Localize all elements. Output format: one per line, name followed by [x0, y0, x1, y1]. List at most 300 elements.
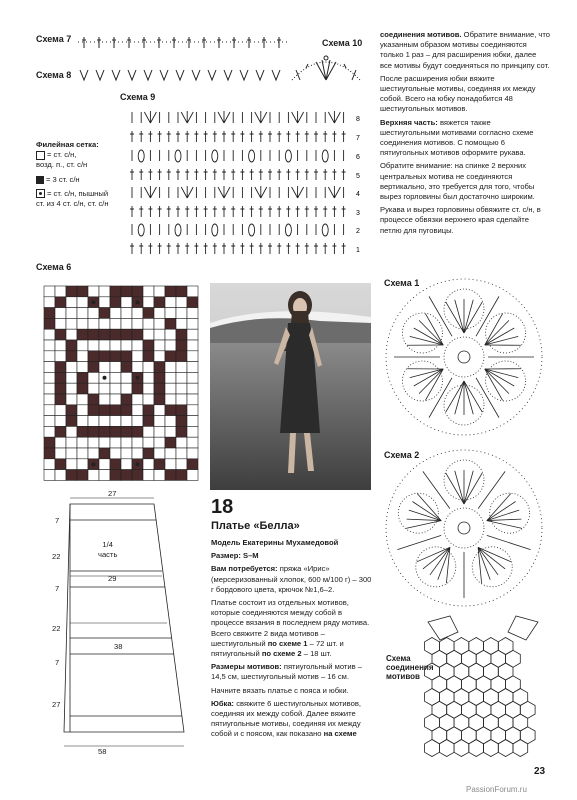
- scheme7-stitch: [157, 37, 161, 48]
- scheme9-stitch: [139, 131, 143, 142]
- filet-cell: [110, 426, 121, 437]
- scheme9-row-number: 8: [356, 116, 360, 123]
- filet-cell: [110, 286, 121, 297]
- right-p5: Рукава и вырез горловины обвяжите ст. с/н, в процессе обвязки верхнего края сделайте петлю для пуговицы.: [380, 205, 541, 235]
- filet-cell: [132, 416, 143, 427]
- filet-cell: [154, 372, 165, 383]
- filet-cell: [154, 351, 165, 362]
- filet-cell: [99, 437, 110, 448]
- filet-cell: [99, 308, 110, 319]
- need-label: Вам потребуется:: [211, 564, 278, 574]
- filet-cell: [176, 297, 187, 308]
- join-hex: [425, 740, 440, 757]
- scheme9-stitch: [213, 169, 217, 180]
- filet-cell: [143, 297, 154, 308]
- motif-spoke: [455, 300, 464, 333]
- filet-cell: [143, 340, 154, 351]
- filet-cell: [187, 426, 198, 437]
- filet-cell: [165, 351, 176, 362]
- filet-cell: [121, 426, 132, 437]
- motif-ray: [397, 535, 441, 549]
- join-sleeve: [428, 616, 538, 640]
- filet-cell: [176, 470, 187, 481]
- scheme9-fan: [292, 111, 304, 123]
- filet-cell: [55, 426, 66, 437]
- scheme9-puff: [175, 224, 181, 236]
- filet-cell: [44, 405, 55, 416]
- filet-cell: [176, 416, 187, 427]
- pattern-part: часть: [98, 550, 118, 560]
- scheme9-stitch: [231, 243, 235, 254]
- scheme9-stitch: [259, 243, 263, 254]
- filet-cell: [121, 340, 132, 351]
- article-title: Платье «Белла»: [211, 520, 300, 532]
- article-author: Модель Екатерины Мухамедовой: [211, 538, 339, 547]
- filet-cell: [44, 426, 55, 437]
- motif-center: [458, 522, 470, 534]
- filet-cell: [121, 448, 132, 459]
- scheme9-stitch: [139, 243, 143, 254]
- scheme9-stitch: [158, 206, 162, 217]
- join-scheme-label: Схема соединения мотивов: [386, 654, 434, 681]
- motif-ring: [444, 508, 484, 548]
- filet-cell: [55, 405, 66, 416]
- filet-cell: [88, 308, 99, 319]
- filet-cell: [154, 362, 165, 373]
- scheme9-stitch: [250, 206, 254, 217]
- filet-cell: [121, 329, 132, 340]
- scheme9-stitch: [296, 243, 300, 254]
- scheme9-stitch: [259, 169, 263, 180]
- join-hex: [506, 650, 521, 667]
- filet-cell: [77, 470, 88, 481]
- scheme9-stitch: [231, 206, 235, 217]
- scheme9-stitch: [194, 206, 198, 217]
- filet-cell: [154, 459, 165, 470]
- scheme6-filet-grid: [44, 286, 198, 482]
- filet-cell: [187, 372, 198, 383]
- scheme9-stitch: [323, 169, 327, 180]
- filet-cell: [176, 383, 187, 394]
- filet-cell: [143, 394, 154, 405]
- skirt-label: Юбка:: [211, 698, 235, 708]
- filet-cell: [110, 437, 121, 448]
- scheme9-fan: [181, 186, 193, 198]
- filet-cell: [44, 470, 55, 481]
- filet-cell: [187, 297, 198, 308]
- filet-cell: [66, 426, 77, 437]
- motif-spoke: [487, 521, 522, 529]
- scheme9-stitch: [204, 131, 208, 142]
- right-p3-bold: Верхняя часть:: [380, 117, 438, 127]
- filet-cell: [88, 416, 99, 427]
- filet-cell: [88, 394, 99, 405]
- filet-cell: [44, 286, 55, 297]
- pattern-h22b: 22: [52, 624, 61, 633]
- scheme9-stitch: [222, 169, 226, 180]
- filet-cell: [110, 405, 121, 416]
- scheme9-stitch: [213, 131, 217, 142]
- pattern-w38: 38: [114, 642, 123, 651]
- scheme9-stitch: [176, 169, 180, 180]
- filet-cell: [154, 448, 165, 459]
- filet-dot: [103, 376, 107, 380]
- scheme9-stitch: [158, 169, 162, 180]
- pattern-bottom: 58: [98, 747, 107, 756]
- scheme10-label: Схема 10: [322, 38, 363, 48]
- filet-cell: [77, 448, 88, 459]
- filet-cell: [88, 362, 99, 373]
- filet-cell: [165, 470, 176, 481]
- scheme9-row-number: 6: [356, 154, 360, 161]
- scheme9-stitch: [296, 169, 300, 180]
- scheme9-puff: [285, 224, 291, 236]
- filet-cell: [110, 394, 121, 405]
- filet-cell: [99, 318, 110, 329]
- scheme9-stitch: [332, 206, 336, 217]
- motif-ray: [423, 471, 450, 508]
- filet-cell: [165, 448, 176, 459]
- dress-photo: [210, 283, 371, 490]
- filet-cell: [143, 426, 154, 437]
- filet-cell: [99, 286, 110, 297]
- filet-dot: [92, 462, 96, 466]
- motif-spoke: [485, 369, 518, 378]
- motif-spoke: [464, 381, 482, 412]
- filet-cell: [143, 405, 154, 416]
- filet-cell: [187, 470, 198, 481]
- filet-cell: [143, 448, 154, 459]
- scheme9-puff: [322, 150, 328, 162]
- scheme9-stitch: [250, 169, 254, 180]
- pattern-w29: 29: [108, 574, 117, 583]
- filet-cell: [99, 405, 110, 416]
- scheme9-row-number: 7: [356, 135, 360, 142]
- scheme9-puff: [212, 150, 218, 162]
- scheme9-fan: [292, 186, 304, 198]
- filet-cell: [154, 470, 165, 481]
- filet-cell: [121, 351, 132, 362]
- scheme7-stitch: [217, 37, 221, 48]
- filet-cell: [44, 308, 55, 319]
- scheme9-row-number: 2: [356, 228, 360, 235]
- filet-cell: [165, 426, 176, 437]
- start-text: Начните вязать платье с пояса и юбки.: [211, 685, 349, 695]
- pattern-h7c: 7: [55, 658, 60, 667]
- scheme9-stitch: [277, 131, 281, 142]
- scheme6-label: Схема 6: [36, 262, 72, 272]
- filet-cell: [110, 297, 121, 308]
- scheme7-stitch: [277, 37, 281, 48]
- filet-cell: [165, 405, 176, 416]
- motif-ray: [429, 378, 452, 418]
- scheme7-chart: [78, 34, 288, 52]
- scheme9-stitch: [323, 131, 327, 142]
- filet-cell: [176, 437, 187, 448]
- filet-title: Филейная сетка:: [36, 140, 99, 149]
- motif-ring: [444, 337, 484, 377]
- scheme9-puff: [249, 224, 255, 236]
- filet-cell: [77, 318, 88, 329]
- article-p1-b1: по схеме 1: [267, 638, 308, 648]
- filet-cell: [66, 329, 77, 340]
- need-text: пряжа «Ирис» (мерсеризованный хлопок, 600 м/100 г) – 300 г бордового цвета, крючок №1,6–2.: [211, 564, 372, 594]
- filet-cell: [55, 308, 66, 319]
- scheme8-stitch: [80, 70, 88, 80]
- motif-spoke: [464, 302, 482, 333]
- filet-cell: [165, 329, 176, 340]
- filet-cell: [121, 318, 132, 329]
- filet-cell: [66, 308, 77, 319]
- scheme2-pentagon-motif: [384, 442, 544, 612]
- filet-cell: [66, 297, 77, 308]
- filet-cell: [44, 340, 55, 351]
- scheme2-label: Схема 2: [384, 450, 420, 460]
- motif-ray: [478, 471, 505, 508]
- scheme8-chart: [78, 66, 288, 86]
- filet-cell: [176, 394, 187, 405]
- scheme9-stitch: [332, 131, 336, 142]
- filet-cell: [110, 459, 121, 470]
- filet-cell: [44, 372, 55, 383]
- article: [211, 496, 373, 743]
- filet-cell: [176, 448, 187, 459]
- filet-cell: [66, 351, 77, 362]
- article-p1-mid: – 72 шт. и пятиугольный: [211, 638, 344, 659]
- scheme9-stitch: [323, 243, 327, 254]
- filet-cell: [99, 362, 110, 373]
- scheme9-puff: [212, 224, 218, 236]
- filet-dot: [136, 462, 140, 466]
- scheme9-stitch: [305, 206, 309, 217]
- filet-cell: [99, 351, 110, 362]
- filet-cell: [66, 372, 77, 383]
- scheme9-fan: [218, 111, 230, 123]
- join-hex: [513, 740, 528, 757]
- filet-cell: [110, 308, 121, 319]
- scheme9-stitch: [176, 206, 180, 217]
- filet-dot-square-icon: [36, 189, 45, 198]
- filet-cell: [110, 448, 121, 459]
- filet-cell: [187, 351, 198, 362]
- scheme9-stitch: [130, 131, 134, 142]
- scheme9-stitch: [222, 243, 226, 254]
- site-watermark: PassionForum.ru: [466, 785, 527, 794]
- filet-cell: [165, 437, 176, 448]
- filet-cell: [121, 383, 132, 394]
- scheme9-stitch: [231, 131, 235, 142]
- filet-cell: [77, 405, 88, 416]
- filet-cell: [66, 448, 77, 459]
- article-p1: Платье состоит из отдельных мотивов, которые соединяются между собой в процессе вязания в последнем ряду мотива. Всего свяжите 2 вида мотивов – шестиугольный: [211, 598, 370, 648]
- scheme9-puff: [138, 224, 144, 236]
- join-hex: [484, 740, 499, 757]
- article-number: 18: [211, 496, 234, 518]
- filet-cell: [88, 383, 99, 394]
- filet-cell: [132, 470, 143, 481]
- filet-cell: [55, 340, 66, 351]
- scheme9-fan: [181, 111, 193, 123]
- filet-cell: [55, 448, 66, 459]
- filet-cell: [143, 362, 154, 373]
- scheme7-label: Схема 7: [36, 34, 72, 44]
- filet-cell: [55, 437, 66, 448]
- scheme9-stitch: [305, 243, 309, 254]
- filet-cell: [88, 405, 99, 416]
- scheme9-stitch: [139, 169, 143, 180]
- scheme9-stitch: [314, 169, 318, 180]
- filet-cell: [154, 394, 165, 405]
- scheme9-stitch: [342, 206, 346, 217]
- scheme9-stitch: [342, 169, 346, 180]
- filet-cell: [165, 297, 176, 308]
- scheme9-stitch: [204, 169, 208, 180]
- filet-line4: = ст. с/н, пышный: [47, 188, 109, 198]
- filet-cell: [143, 416, 154, 427]
- pattern-h7a: 7: [55, 516, 60, 525]
- filet-cell: [154, 340, 165, 351]
- scheme9-stitch: [268, 243, 272, 254]
- filet-cell: [88, 329, 99, 340]
- filet-cell: [165, 340, 176, 351]
- filet-cell: [99, 329, 110, 340]
- scheme9-stitch: [222, 131, 226, 142]
- scheme8-stitch: [208, 70, 216, 80]
- join-hex: [469, 740, 484, 757]
- filet-cell: [165, 318, 176, 329]
- filet-cell: [132, 394, 143, 405]
- filet-cell: [99, 297, 110, 308]
- filet-cell: [154, 318, 165, 329]
- motif-spoke: [406, 521, 441, 529]
- scheme9-stitch: [213, 206, 217, 217]
- filet-cell: [77, 329, 88, 340]
- filet-cell: [154, 416, 165, 427]
- filet-cell: [55, 318, 66, 329]
- filet-cell: [66, 286, 77, 297]
- filet-cell: [165, 383, 176, 394]
- scheme7-stitch: [97, 37, 101, 48]
- filet-cell: [66, 394, 77, 405]
- filet-line2: возд. п., ст. с/н: [36, 160, 88, 170]
- scheme9-stitch: [148, 243, 152, 254]
- scheme9-stitch: [240, 169, 244, 180]
- filet-cell: [77, 308, 88, 319]
- scheme9-row-number: 1: [356, 247, 360, 254]
- scheme9-stitch: [314, 243, 318, 254]
- motif-text: пятиугольный мотив – 14,5 см, шестиугольный мотив – 16 см.: [211, 662, 362, 682]
- filet-line1: = ст. с/н,: [47, 150, 77, 160]
- skirt-text: свяжите 6 шестиугольных мотивов, соединяя их между собой. Далее вяжите пятиугольные мотивы, соединяя их между собой и с поясом, как показано: [211, 698, 361, 739]
- filet-cell: [132, 405, 143, 416]
- filet-cell: [99, 340, 110, 351]
- filet-cell: [143, 459, 154, 470]
- scheme9-stitch: [305, 169, 309, 180]
- filet-cell: [165, 416, 176, 427]
- filet-dot: [92, 300, 96, 304]
- filet-cell: [143, 286, 154, 297]
- scheme9-puff: [322, 224, 328, 236]
- scheme9-stitch: [323, 206, 327, 217]
- filet-cell: [154, 329, 165, 340]
- scheme9-stitch: [259, 131, 263, 142]
- filet-cell: [121, 362, 132, 373]
- scheme9-stitch: [194, 169, 198, 180]
- filet-empty-square-icon: [36, 151, 45, 160]
- filet-cell: [154, 437, 165, 448]
- scheme8-stitch: [112, 70, 120, 80]
- filet-cell: [88, 448, 99, 459]
- scheme8-stitch: [224, 70, 232, 80]
- filet-cell: [132, 318, 143, 329]
- scheme8-stitch: [144, 70, 152, 80]
- scheme9-stitch: [176, 243, 180, 254]
- filet-cell: [99, 426, 110, 437]
- filet-cell: [66, 383, 77, 394]
- motif-spoke: [455, 471, 464, 504]
- filet-cell: [121, 470, 132, 481]
- filet-cell: [44, 297, 55, 308]
- scheme9-stitch: [194, 243, 198, 254]
- filet-cell: [77, 383, 88, 394]
- scheme9-stitch: [185, 206, 189, 217]
- scheme9-fan: [218, 186, 230, 198]
- filet-cell: [143, 308, 154, 319]
- filet-cell: [66, 470, 77, 481]
- filet-cell: [77, 297, 88, 308]
- filet-cell: [77, 426, 88, 437]
- filet-cell: [154, 308, 165, 319]
- filet-cell: [176, 318, 187, 329]
- right-p1: Обратите внимание, что указанным образом мотивы соединяются только 1 раз – для расширения юбки, далее все мотивы будут соединяться по принципу сот.: [380, 30, 551, 70]
- filet-cell: [165, 286, 176, 297]
- scheme9-stitch: [231, 169, 235, 180]
- scheme9-stitch: [342, 131, 346, 142]
- scheme9-stitch: [185, 243, 189, 254]
- scheme7-stitch: [172, 37, 176, 48]
- scheme9-stitch: [286, 243, 290, 254]
- filet-cell: [121, 394, 132, 405]
- page-number: 23: [534, 766, 546, 777]
- skirt-bold: на схеме: [323, 729, 357, 739]
- scheme9-fan: [328, 111, 340, 123]
- scheme8-stitch: [272, 70, 280, 80]
- right-p3: вяжется также шестиугольными мотивами согласно схеме соединения мотивов. С помощью 6 пятиугольных мотивов оформите рукава.: [380, 117, 534, 158]
- motif-spoke: [410, 369, 443, 378]
- filet-cell: [176, 426, 187, 437]
- scheme8-stitch: [128, 70, 136, 80]
- motif-spoke: [446, 302, 464, 333]
- filet-cell: [88, 426, 99, 437]
- scheme8-stitch: [192, 70, 200, 80]
- filet-cell: [88, 437, 99, 448]
- filet-cell: [66, 340, 77, 351]
- filet-cell: [99, 394, 110, 405]
- scheme9-puff: [249, 150, 255, 162]
- motif-ray: [476, 296, 499, 336]
- scheme9-fan: [144, 186, 156, 198]
- scheme9-stitch: [204, 206, 208, 217]
- filet-cell: [187, 383, 198, 394]
- motif-spoke: [446, 473, 464, 504]
- scheme9-stitch: [286, 169, 290, 180]
- pattern-h7b: 7: [55, 584, 60, 593]
- scheme9-stitch: [240, 243, 244, 254]
- filet-legend: [36, 140, 126, 209]
- join-hex: [439, 740, 454, 757]
- scheme9-stitch: [305, 131, 309, 142]
- scheme9-stitch: [277, 206, 281, 217]
